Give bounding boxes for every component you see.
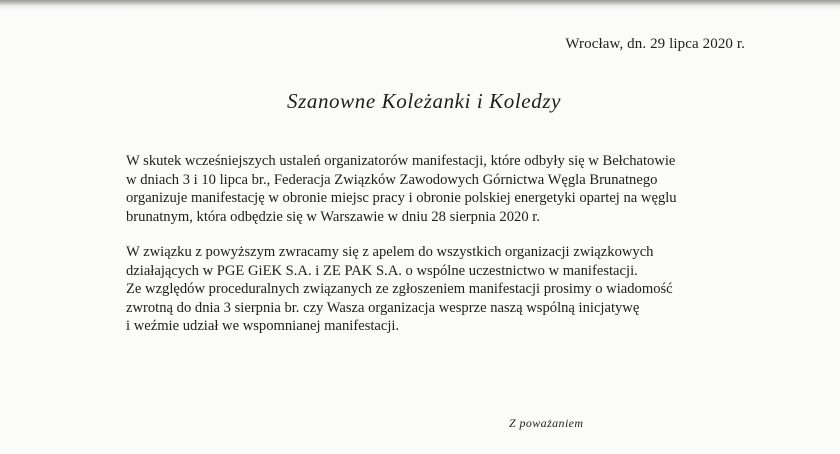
paragraph-1 [126,152,766,226]
paragraph-line: W związku z powyższym zwracamy się z apelem do wszystkich organizacji związkowych [126,244,654,260]
salutation: Szanowne Koleżanki i Koledzy [286,89,562,113]
paragraph-line: i weźmie udział we wspomnianej manifestacji. [126,318,400,334]
paragraph-line: zwrotną do dnia 3 sierpnia br. czy Wasza organizacja wesprze naszą wspólną inicjatywę [126,299,640,316]
paragraph-line: w dniach 3 i 10 lipca br., Federacja Związków Zawodowych Górnictwa Węgla Brunatnego [126,171,658,188]
closing-phrase: Z poważaniem [509,416,584,430]
paragraph-line: organizuje manifestację w obronie miejsc pracy i obronie polskiej energetyki opartej na węglu [126,190,677,206]
paragraph-line: brunatnym, która odbędzie się w Warszawie w dniu 28 sierpnia 2020 r. [126,208,540,225]
letter-body [126,152,766,336]
date-line: Wrocław, dn. 29 lipca 2020 r. [565,36,745,52]
paragraph-line: działających w PGE GiEK S.A. i ZE PAK S.A. o wspólne uczestnictwo w manifestacji. [126,262,638,279]
scan-edge-shadow [0,6,840,10]
paragraph-2 [126,243,766,336]
paragraph-line: Ze względów proceduralnych związanych ze zgłoszeniem manifestacji prosimy o wiadomość [126,281,673,297]
paragraph-line: W skutek wcześniejszych ustaleń organizatorów manifestacji, które odbyły się w Bełchatowie [126,153,676,169]
